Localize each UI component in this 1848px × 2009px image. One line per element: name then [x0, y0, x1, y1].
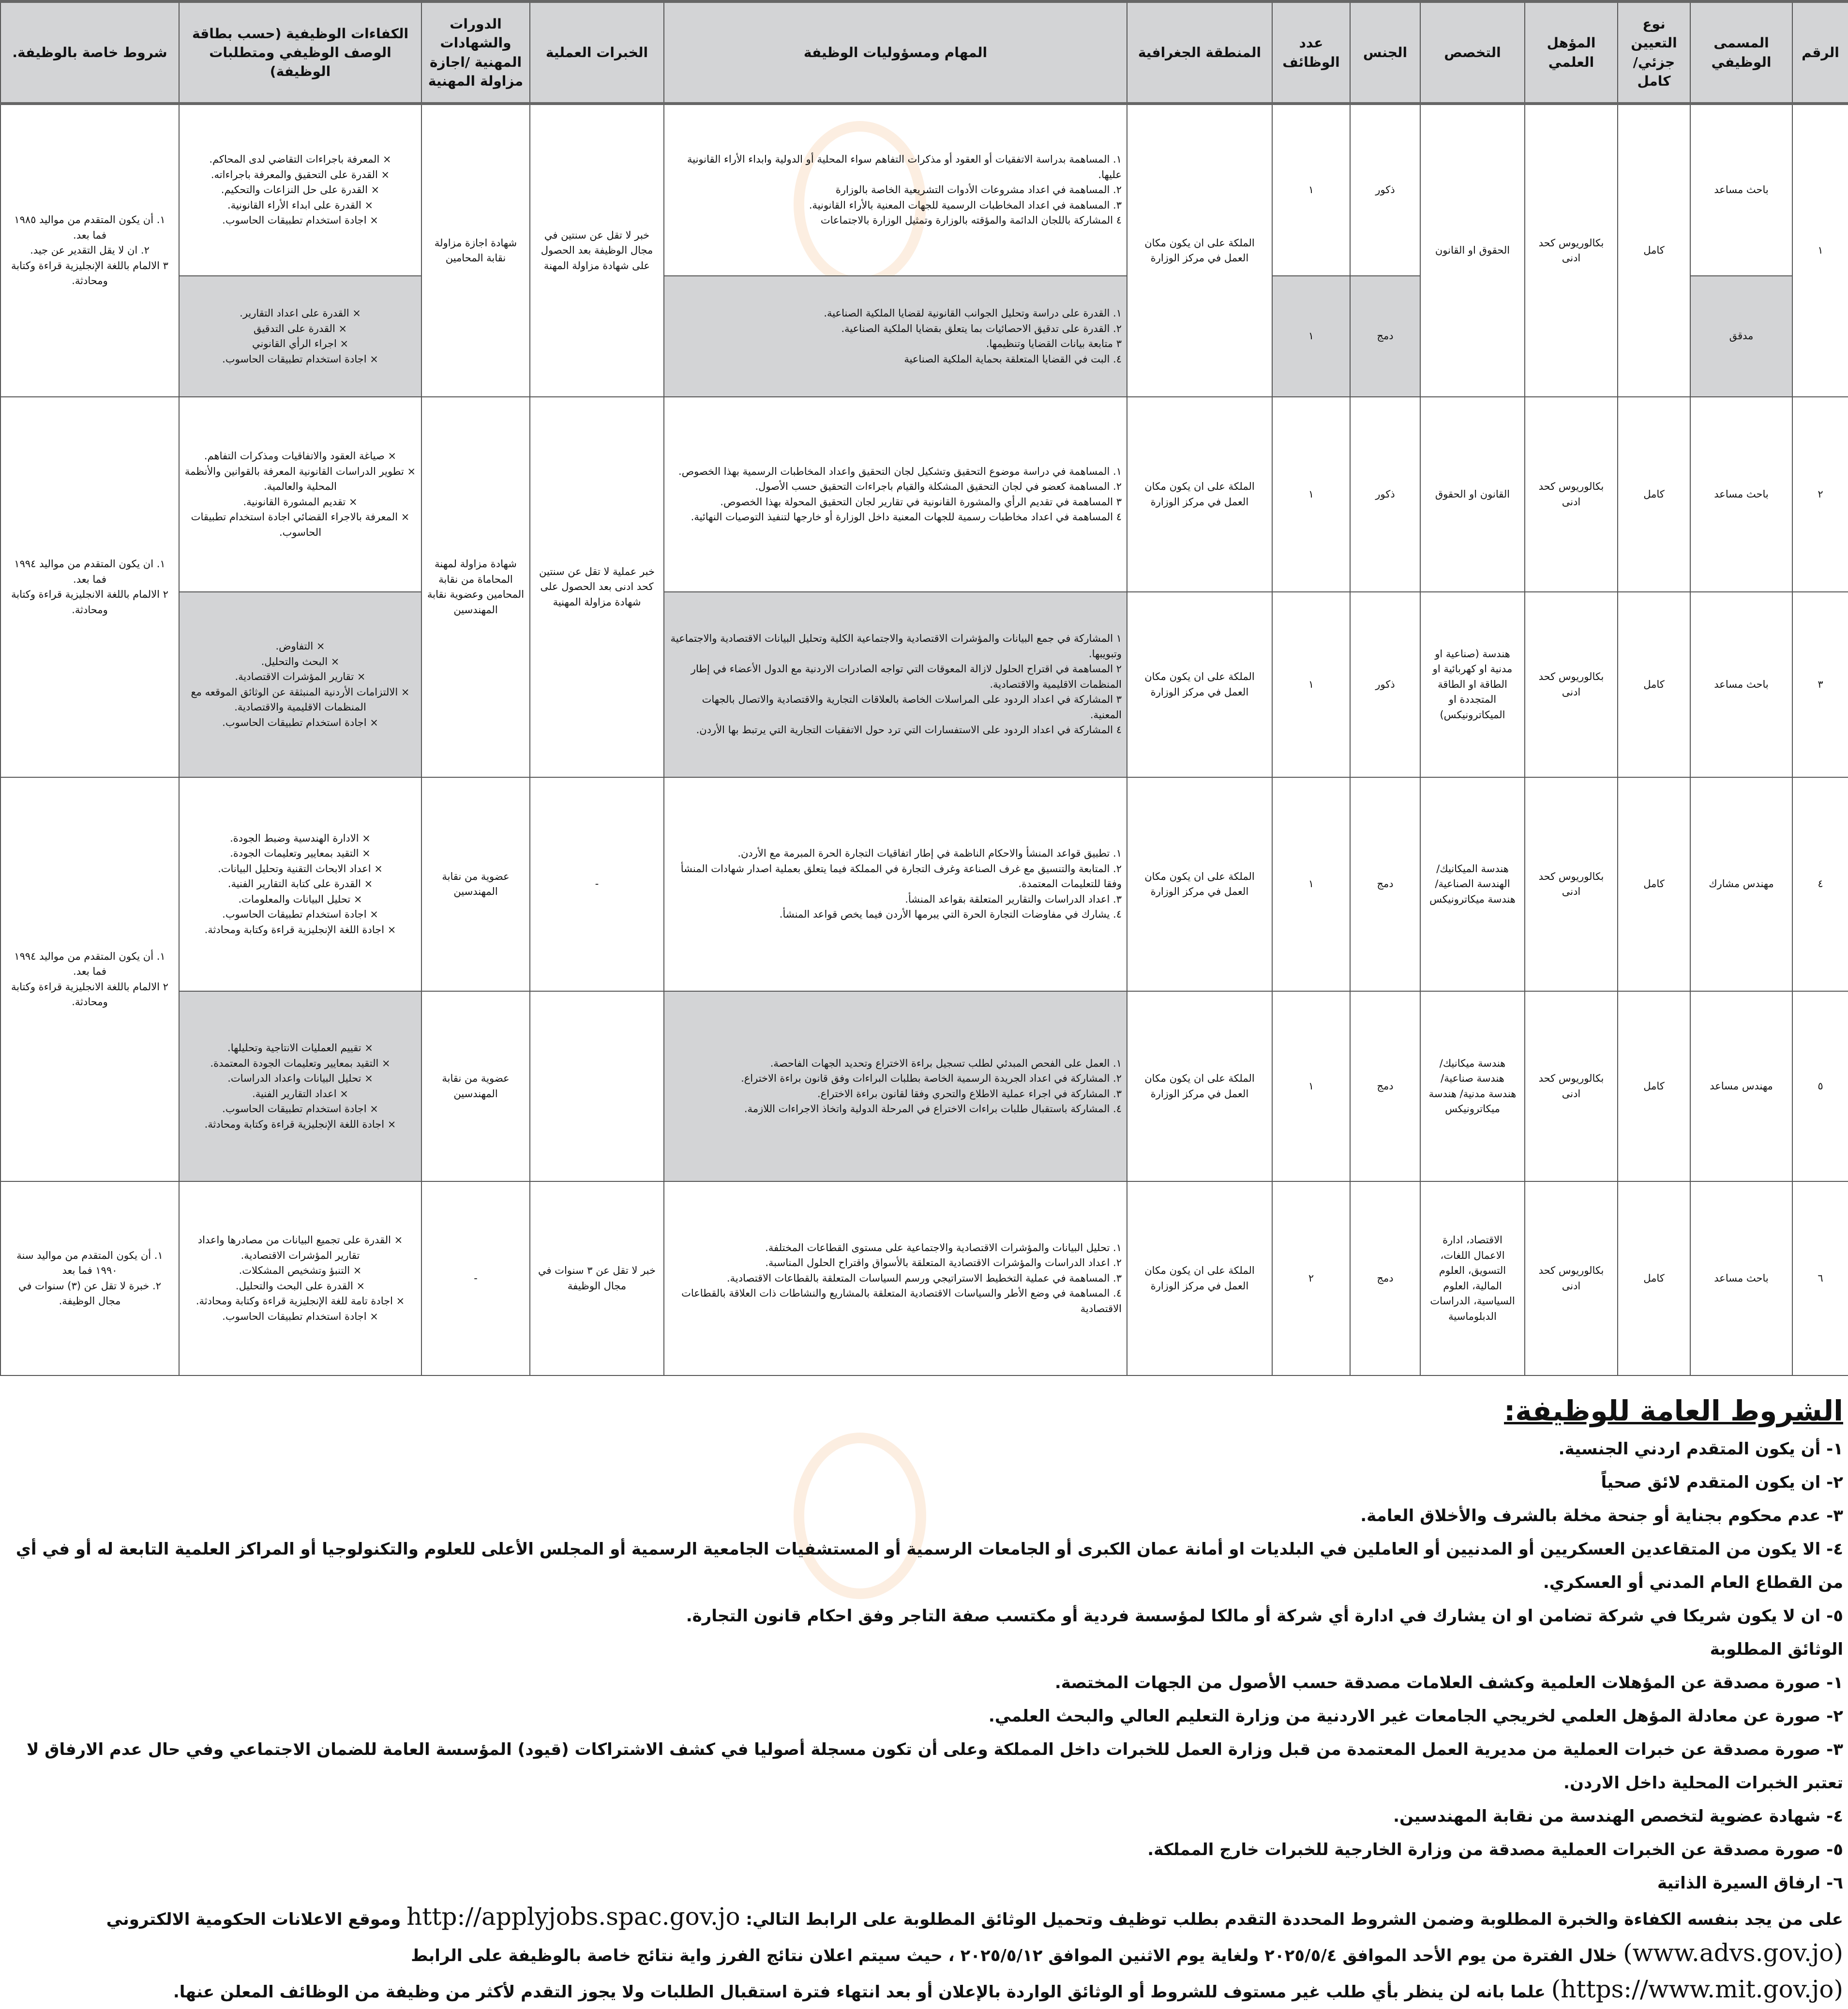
comps-line: × القدرة على ابداء الأراء القانونية.	[227, 199, 374, 211]
cell-duties	[664, 777, 1127, 991]
header-comps: الكفاءات الوظيفية (حسب بطاقة الوصف الوظيفي ومتطلبات الوظيفة)	[179, 1, 421, 104]
duties-line: ٢. المشاركة في اعداد الجريدة الرسمية الخاصة بطلبات البراءات وفق قانون براءة الاختراع.	[741, 1072, 1122, 1084]
cell-courses: عضوية من نقابة المهندسين	[421, 991, 530, 1181]
cell-qual: بكالوريوس كحد ادنى	[1525, 592, 1618, 777]
cell-gender: ذكور	[1350, 397, 1420, 592]
cell-comps	[179, 104, 421, 276]
duties-line: ٣. المساهمة في عملية التخطيط الاستراتيجي ورسم السياسات المتعلقة بالقطاعات الاقتصادية.	[727, 1272, 1122, 1284]
table-row	[0, 777, 1848, 991]
cell-region: الملكة على ان يكون مكان العمل في مركز الوزارة	[1127, 1181, 1272, 1375]
cell-courses: شهادة اجازة مزاولة نقابة المحامين	[421, 104, 530, 397]
table-row	[0, 397, 1848, 592]
documents-heading: الوثائق المطلوبة	[1710, 1640, 1843, 1659]
comps-line: × التقيد بمعايير وتعليمات الجودة المعتمدة.	[210, 1057, 391, 1069]
comps-line: × القدرة على اعداد التقارير.	[240, 307, 361, 319]
general-conditions	[5, 1389, 1843, 2009]
cell-count: ١	[1272, 104, 1350, 276]
cell-type: كامل	[1618, 397, 1690, 592]
duties-line: ٢. القدرة على تدقيق الاحصائيات بما يتعلق بقضايا الملكية الصناعية.	[841, 322, 1122, 334]
cell-courses: عضوية من نقابة المهندسين	[421, 777, 530, 991]
cell-duties	[664, 276, 1127, 397]
cell-spec: الاقتصاد، ادارة الاعمال اللغات، التسويق، العلوم المالية، العلوم السياسية، الدراسات الدبلوماسية	[1420, 1181, 1525, 1375]
cell-gender: ذكور	[1350, 592, 1420, 777]
cell-gender: دمج	[1350, 1181, 1420, 1375]
special-line: ١. أن يكون المتقدم من مواليد ١٩٨٥ فما بعد.	[14, 214, 165, 241]
duties-line: ١ المشاركة في جمع البيانات والمؤشرات الاقتصادية والاجتماعية الكلية وتحليل البيانات الاقتصادية والاجتماعية وتبويبها.	[670, 633, 1122, 660]
header-qual: المؤهل العلمي	[1525, 1, 1618, 104]
comps-line: × القدرة على تجميع البيانات من مصادرها واعداد تقارير المؤشرات الاقتصادية.	[197, 1234, 403, 1261]
duties-line: ١. المساهمة في دراسة موضوع التحقيق وتشكيل لجان التحقيق واعداد المخاطبات الرسمية بهذا الخصوص.	[678, 465, 1122, 477]
cell-region: الملكة على ان يكون مكان العمل في مركز الوزارة	[1127, 777, 1272, 991]
advs-link[interactable]: (www.advs.gov.jo)	[1623, 1939, 1843, 1967]
cell-count: ١	[1272, 397, 1350, 592]
condition-item: ٤- الا يكون من المتقاعدين العسكريين أو المدنيين أو العاملين في البلديات او أمانة عمان الكبرى أو الجامعات الرسمية أو المستشفيات الجامعية الرسمية أو المجلس الأعلى للعلوم والتكنولوجيا أو المراكز العلمية التابعة له أو في أي من القطاع العام المدني أو العسكري.	[15, 1540, 1843, 1592]
duties-line: ٤ المساهمة في اعداد مخاطبات رسمية للجهات المعنية داخل الوزارة أو خارجها لتنفيذ التوصيات النهائية.	[691, 511, 1122, 523]
duties-line: ٤ المشاركة باللجان الدائمة والمؤقته بالوزارة وتمثيل الوزارة بالاجتماعات	[820, 214, 1122, 227]
header-rank: الرقم	[1792, 1, 1848, 104]
duties-line: ٢. اعداد الدراسات والمؤشرات الاقتصادية المتعلقة بالأسواق واقتراح الحلول المناسبة.	[765, 1257, 1122, 1269]
cell-gender: ذكور	[1350, 104, 1420, 276]
cell-comps	[179, 1181, 421, 1375]
cell-comps	[179, 777, 421, 991]
cell-special	[0, 1181, 179, 1375]
document-item: ٤- شهادة عضوية لتخصص الهندسة من نقابة المهندسين.	[1393, 1807, 1843, 1826]
cell-duties	[664, 104, 1127, 276]
cell-exp: خبر عملية لا تقل عن سنتين كحد ادنى بعد الحصول على شهادة مزاولة المهنية	[530, 397, 664, 777]
condition-item: ٣- عدم محكوم بجناية أو جنحة مخلة بالشرف والأخلاق العامة.	[1360, 1506, 1843, 1526]
duties-line: ٤. يشارك في مفاوضات التجارة الحرة التي يبرمها الأردن فيما يخص قواعد المنشأ.	[779, 908, 1122, 921]
cell-type: كامل	[1618, 991, 1690, 1181]
cell-exp: خبر لا تقل عن ٣ سنوات في مجال الوظيفة	[530, 1181, 664, 1375]
table-row	[0, 1181, 1848, 1375]
cell-rank: ٦	[1792, 1181, 1848, 1375]
header-special: شروط خاصة بالوظيفة.	[0, 1, 179, 104]
duties-line: ١. تحليل البيانات والمؤشرات الاقتصادية والاجتماعية على مستوى القطاعات المختلفة.	[765, 1241, 1122, 1254]
comps-line: × تقارير المؤشرات الاقتصادية.	[235, 671, 366, 682]
cell-spec: الحقوق او القانون	[1420, 104, 1525, 397]
comps-line: × اعداد التقارير الفنية.	[252, 1088, 348, 1100]
condition-item: ٥- ان لا يكون شريكا في شركة تضامن او ان يشارك في ادارة أي شركة أو مالكا لمؤسسة فردية أو مكتسب صفة التاجر وفق احكام قانون التجارة.	[686, 1606, 1843, 1626]
condition-item: ١- أن يكون المتقدم اردني الجنسية.	[1558, 1439, 1843, 1459]
cell-type: كامل	[1618, 104, 1690, 397]
duties-line: ٤. المشاركة باستقبال طلبات براءات الاختراع في المرحلة الدولية واتخاذ الاجراءات اللازمة.	[744, 1103, 1122, 1115]
comps-line: × اعداد الابحاث التقنية وتحليل البيانات.	[218, 862, 383, 875]
cell-qual: بكالوريوس كحد ادنى	[1525, 397, 1618, 592]
special-line: ٣ الالمام باللغة الإنجليزية قراءة وكتابة ومحادثة.	[11, 259, 168, 287]
duties-line: ٤ المشاركة في اعداد الردود على الاستفسارات التي ترد حول الاتفقيات التجارية التي يرتبط بها الأردن.	[696, 724, 1122, 736]
cell-spec: هندسة ميكانيك/ هندسة صناعية/ هندسة مدنية/ هندسة ميكاترونيكس	[1420, 991, 1525, 1181]
header-gender: الجنس	[1350, 1, 1420, 104]
comps-line: × اجراء الرأي القانوني	[252, 338, 349, 349]
comps-line: × المعرفة باجراءات التقاضي لدى المحاكم.	[209, 153, 391, 166]
table-row	[0, 592, 1848, 777]
apply-line-3	[5, 1973, 1843, 2009]
cell-count: ١	[1272, 777, 1350, 991]
cell-rank: ٥	[1792, 991, 1848, 1181]
comps-line: × القدرة على حل النزاعات والتحكيم.	[221, 184, 380, 196]
apply-period-text: خلال الفترة من يوم الأحد الموافق ٢٠٢٥/٥/٤ ولغاية يوم الاثنين الموافق ٢٠٢٥/٥/١٢ ، حيث سيتم اعلان نتائج الفرز واية نتائج خاصة بالوظيفة على الرابط	[411, 1946, 1618, 1965]
table-header-row	[0, 1, 1848, 104]
cell-type: كامل	[1618, 1181, 1690, 1375]
cell-special	[0, 777, 179, 1181]
cell-duties	[664, 1181, 1127, 1375]
comps-line: × اجادة تامة للغة الإنجليزية قراءة وكتابة ومحادثة.	[195, 1295, 405, 1307]
cell-region: الملكة على ان يكون مكان العمل في مركز الوزارة	[1127, 592, 1272, 777]
duties-line: ٤. المساهمة في وضع الأطر والسياسات الاقتصادية المتعلقة بالمشاريع والنشاطات ذات العلاقة بالقطاعات الاقتصادية	[681, 1287, 1122, 1314]
document-item: ٢- صورة عن معادلة المؤهل العلمي لخريجي الجامعات غير الاردنية من وزارة التعليم العالي والبحث العلمي.	[988, 1707, 1843, 1726]
cell-comps	[179, 592, 421, 777]
cell-region: الملكة على ان يكون مكان العمل في مركز الوزارة	[1127, 104, 1272, 397]
comps-line: × اجادة استخدام تطبيقات الحاسوب.	[222, 716, 378, 728]
cell-title: مدقق	[1690, 276, 1792, 397]
cell-gender: دمج	[1350, 991, 1420, 1181]
cell-count: ٢	[1272, 1181, 1350, 1375]
special-line: ١. أن يكون المتقدم من مواليد سنة ١٩٩٠ فما بعد	[16, 1249, 163, 1276]
apply-text: على من يجد بنفسه الكفاءة والخبرة المطلوبة وضمن الشروط المحددة التقدم بطلب توظيف وتحميل الوثائق المطلوبة على الرابط التالي:	[746, 1910, 1843, 1929]
header-title: المسمى الوظيفي	[1690, 1, 1792, 104]
duties-line: ٣ المشاركة في اعداد الردود على المراسلات الخاصة بالعلاقات التجارية والاقتصادية والاتصال بالجهات المعنية.	[702, 694, 1122, 721]
comps-line: × اجادة استخدام تطبيقات الحاسوب.	[222, 1103, 378, 1115]
duties-line: ٣. المشاركة في اجراء عملية الاطلاع والتحري وفقا لقانون براءة الاختراع.	[817, 1088, 1122, 1100]
duties-line: ١. المساهمة بدراسة الاتفقيات أو العقود أو مذكرات التفاهم سواء المحلية أو الدولية وابداء الأراء القانونية عليها.	[687, 153, 1122, 181]
duties-line: ٣. اعداد الدراسات والتقارير المتعلقة بقواعد المنشأ.	[905, 893, 1122, 905]
duties-line: ١. تطبيق قواعد المنشأ والاحكام الناظمة في إطار اتفاقيات التجارة الحرة المبرمة مع الأردن.	[737, 847, 1122, 860]
document-item: ٣- صورة مصدقة عن خبرات العملية من مديرية العمل المعتمدة من قبل وزارة العمل للخبرات داخل المملكة وعلى أن تكون مسجلة أصوليا في كشف الاشتراكات (قيود) المؤسسة العامة للضمان الاجتماعي وفي حال عدم الارفاق لا تعتبر الخبرات المحلية داخل الاردن.	[26, 1740, 1843, 1793]
document-item: ٥- صورة مصدقة عن الخبرات العملية مصدقة من وزارة الخارجية للخبرات خارج المملكة.	[1147, 1840, 1843, 1859]
comps-line: × اجادة اللغة الإنجليزية قراءة وكتابة ومحادثة.	[204, 1118, 396, 1130]
comps-line: × تقييم العمليات الانتاجية وتحليلها.	[227, 1042, 373, 1054]
special-line: ٢ الالمام باللغة الانجليزية قراءة وكتابة ومحادثة.	[11, 589, 168, 616]
comps-line: × الالتزامات الأردنية المنبثقة عن الوثائق الموقعه مع المنظمات الاقليمية والاقتصادية.	[191, 686, 410, 713]
cell-rank: ٣	[1792, 592, 1848, 777]
cell-count: ١	[1272, 592, 1350, 777]
cell-qual: بكالوريوس كحد ادنى	[1525, 777, 1618, 991]
header-count: عدد الوظائف	[1272, 1, 1350, 104]
cell-type: كامل	[1618, 592, 1690, 777]
cell-duties	[664, 991, 1127, 1181]
cell-comps	[179, 397, 421, 592]
cell-exp: -	[530, 777, 664, 991]
comps-line: × اجادة استخدام تطبيقات الحاسوب.	[222, 908, 378, 921]
comps-line: × القدرة على التحقيق والمعرفة باجراءاته.	[210, 168, 390, 181]
comps-line: × البحث والتحليل.	[261, 655, 340, 667]
special-line: ٢ الالمام باللغة الانجليزية قراءة وكتابة ومحادثة.	[11, 981, 168, 1008]
header-type: نوع التعيين جزئي/ كامل	[1618, 1, 1690, 104]
apply-note-text: علما بانه لن ينظر بأي طلب غير مستوف للشروط أو الوثائق الواردة بالإعلان أو بعد انتهاء فترة استقبال الطلبات ولا يجوز التقدم لأكثر من وظيفة من الوظائف المعلن عنها.	[173, 1982, 1546, 2002]
cell-duties	[664, 397, 1127, 592]
duties-line: ١. العمل على الفحص المبدئي لطلب تسجيل براءة الاختراع وتحديد الجهات الفاحصة.	[770, 1057, 1122, 1069]
comps-line: × التفاوض.	[275, 640, 325, 652]
cell-title: باحث مساعد	[1690, 1181, 1792, 1375]
comps-line: × القدرة على البحث والتحليل.	[235, 1280, 365, 1292]
duties-line: ٤. البت في القضايا المتعلقة بحماية الملكية الصناعية	[904, 353, 1122, 365]
condition-item: ٢- ان يكون المتقدم لائق صحياً	[1601, 1473, 1843, 1492]
comps-line: × صياغة العقود والاتفاقيات ومذكرات التفاهم.	[204, 450, 397, 462]
special-line: ٢. ان لا يقل التقدير عن جيد.	[30, 244, 150, 257]
cell-comps	[179, 276, 421, 397]
comps-line: × اجادة استخدام تطبيقات الحاسوب.	[222, 1310, 378, 1322]
cell-count: ١	[1272, 991, 1350, 1181]
cell-title: باحث مساعد	[1690, 397, 1792, 592]
special-line: ١. ان يكون المتقدم من مواليد ١٩٩٤ فما بعد.	[14, 558, 165, 585]
comps-line: × تحليل البيانات واعداد الدراسات.	[227, 1072, 373, 1084]
cell-special	[0, 397, 179, 777]
cell-comps	[179, 991, 421, 1181]
cell-region: الملكة على ان يكون مكان العمل في مركز الوزارة	[1127, 397, 1272, 592]
duties-line: ٢. المساهمة كعضو في لجان التحقيق المشكلة والقيام باجراءات التحقيق حسب الأصول.	[755, 481, 1122, 492]
special-line: ١. أن يكون المتقدم من مواليد ١٩٩٤ فما بعد.	[14, 950, 165, 977]
cell-spec: هندسة الميكانيك/ الهندسة الصناعية/ هندسة ميكاترونيكس	[1420, 777, 1525, 991]
cell-title: مهندس مشارك	[1690, 777, 1792, 991]
comps-line: × القدرة على التدقيق	[253, 322, 347, 334]
cell-qual: بكالوريوس كحد ادنى	[1525, 1181, 1618, 1375]
cell-courses: -	[421, 1181, 530, 1375]
duties-line: ١. القدرة على دراسة وتحليل الجوانب القانونية لقضايا الملكية الصناعية.	[824, 307, 1122, 319]
comps-line: × الادارة الهندسية وضبط الجودة.	[230, 832, 371, 844]
general-conditions-heading: الشروط العامة للوظيفة:	[1504, 1394, 1843, 1427]
cell-qual: بكالوريوس كحد ادنى	[1525, 991, 1618, 1181]
comps-line: × اجادة اللغة الإنجليزية قراءة وكتابة ومحادثة.	[204, 923, 396, 936]
duties-line: ٣ المساهمة في تقديم الرأي والمشورة القانونية في تقارير لجان التحقيق المحولة بهذا الخصوص.	[720, 496, 1122, 508]
duties-line: ٣ متابعة بيانات القضايا وتنظيمها.	[986, 338, 1122, 349]
cell-spec: القانون او الحقوق	[1420, 397, 1525, 592]
comps-line: × التنبؤ وتشخيص المشكلات.	[239, 1265, 362, 1276]
cell-rank: ١	[1792, 104, 1848, 397]
comps-line: × المعرفة بالاجراء القضائي اجادة استخدام تطبيقات الحاسوب.	[191, 511, 410, 538]
header-exp: الخبرات العملية	[530, 1, 664, 104]
cell-spec: هندسة (صناعية او مدنية او كهربائية او الطاقة او الطاقة المتجددة او الميكاترونيكس)	[1420, 592, 1525, 777]
comps-line: × اجادة استخدام تطبيقات الحاسوب.	[222, 353, 378, 365]
cell-region: الملكة على ان يكون مكان العمل في مركز الوزارة	[1127, 991, 1272, 1181]
cell-rank: ٤	[1792, 777, 1848, 991]
table-row	[0, 991, 1848, 1181]
cell-type: كامل	[1618, 777, 1690, 991]
cell-special	[0, 104, 179, 397]
duties-line: ٣. المساهمة في اعداد المخاطبات الرسمية للجهات المعنية بالأراء القانونية.	[809, 199, 1122, 211]
cell-qual: بكالوريوس كحد ادنى	[1525, 104, 1618, 397]
cell-exp	[530, 991, 664, 1181]
comps-line: × التقيد بمعايير وتعليمات الجودة.	[230, 847, 371, 860]
header-spec: التخصص	[1420, 1, 1525, 104]
apply-text: وموقع الاعلانات الحكومية الالكتروني	[106, 1910, 401, 1929]
table-row	[0, 104, 1848, 276]
cell-title: باحث مساعد	[1690, 104, 1792, 276]
duties-line: ٢. المساهمة في اعداد مشروعات الأدوات التشريعية الخاصة بالوزارة	[835, 184, 1122, 196]
cell-exp: خبر لا تقل عن سنتين في مجال الوظيفة بعد الحصول على شهادة مزاولة المهنة	[530, 104, 664, 397]
cell-courses: شهادة مزاولة لمهنة المحاماة من نقابة المحامين وعضوية نقابة المهندسين	[421, 397, 530, 777]
comps-line: × تقديم المشورة القانونية.	[243, 496, 358, 508]
duties-line: ٢ المساهمة في اقتراح الحلول لازالة المعوقات التي تواجه الصادرات الاردنية مع الدول الأعضاء في إطار المنظمات الاقليمية والاقتصادية.	[691, 663, 1122, 690]
duties-line: ٢. المتابعة والتنسيق مع غرف الصناعة وغرف التجارة في المملكة فيما يتعلق بعملية اصدار شهادات المنشأ وفقا للتعليمات المعتمدة.	[680, 862, 1122, 890]
apply-line-1	[5, 1900, 1843, 1936]
cell-title: باحث مساعد	[1690, 592, 1792, 777]
cell-count: ١	[1272, 276, 1350, 397]
special-line: ٢. خبرة لا تقل عن (٣) سنوات في مجال الوظيفة.	[18, 1280, 162, 1307]
comps-line: × القدرة على كتابة التقارير الفنية.	[227, 878, 373, 890]
apply-link[interactable]: http://applyjobs.spac.gov.jo	[406, 1903, 740, 1931]
cell-gender: دمج	[1350, 777, 1420, 991]
comps-line: × تطوير الدراسات القانونية المعرفة بالقوانين والأنظمة المحلية والعالمية.	[184, 465, 416, 492]
header-region: المنطقة الجغرافية	[1127, 1, 1272, 104]
apply-line-2	[5, 1936, 1843, 1973]
cell-duties	[664, 592, 1127, 777]
cell-rank: ٢	[1792, 397, 1848, 592]
header-courses: الدورات والشهادات المهنية /اجازة مزاولة المهنية	[421, 1, 530, 104]
comps-line: × اجادة استخدام تطبيقات الحاسوب.	[222, 214, 378, 227]
document-item: ١- صورة مصدقة عن المؤهلات العلمية وكشف العلامات مصدقة حسب الأصول من الجهات المختصة.	[1054, 1673, 1843, 1692]
cell-gender: دمج	[1350, 276, 1420, 397]
cell-title: مهندس مساعد	[1690, 991, 1792, 1181]
header-duties: المهام ومسؤوليات الوظيفة	[664, 1, 1127, 104]
mit-link[interactable]: (https://www.mit.gov.jo)	[1551, 1975, 1843, 2003]
document-item: ٦- ارفاق السيرة الذاتية	[1657, 1873, 1843, 1893]
comps-line: × تحليل البيانات والمعلومات.	[238, 893, 362, 905]
